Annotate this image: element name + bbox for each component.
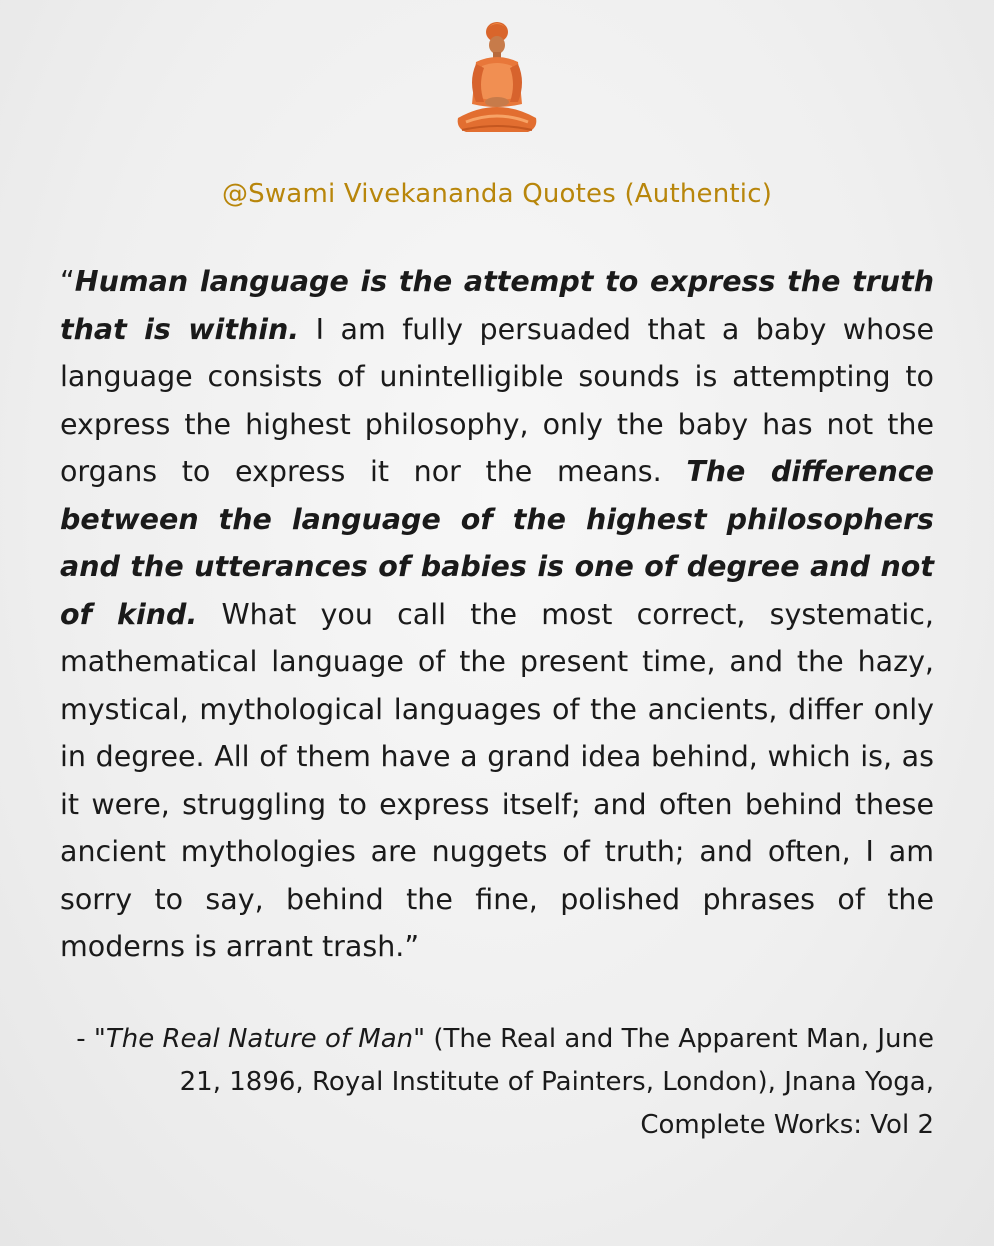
- meditating-monk-icon: [452, 18, 542, 136]
- citation-title: "The Real Nature of Man": [93, 1024, 426, 1054]
- citation-dash: -: [76, 1024, 94, 1054]
- page-handle: @Swami Vivekananda Quotes (Authentic): [221, 179, 773, 209]
- open-quote-mark: “: [60, 265, 75, 298]
- quote-text-1: I am fully persuaded that a baby whose language consists of unintelligible sounds is attempting to express the highest philosophy, only the baby has not the organs to express it nor the means.: [60, 312, 934, 488]
- close-quote-mark: ”: [404, 930, 420, 963]
- quote-emphasis-2: The difference between the language of the highest philosophers and the utterances of babies is one of degree and not of kind.: [60, 455, 934, 631]
- citation-details: (The Real and The Apparent Man, June 21, 1896, Royal Institute of Painters, London), Jnana Yoga, Complete Works: Vol 2: [179, 1024, 934, 1140]
- quote-body: [60, 258, 934, 971]
- quote-emphasis-1: Human language is the attempt to express the truth that is within.: [60, 265, 934, 346]
- quote-text-2: What you call the most correct, systematic, mathematical language of the present time, and the hazy, mystical, mythological languages of the ancients, differ only in degree. All of them have a grand idea behind, which is, as it were, struggling to express itself; and often behind these ancient mythologies are nuggets of truth; and often, I am sorry to say, behind the fine, polished phrases of the moderns is arrant trash.: [60, 597, 934, 963]
- citation: [60, 1018, 934, 1147]
